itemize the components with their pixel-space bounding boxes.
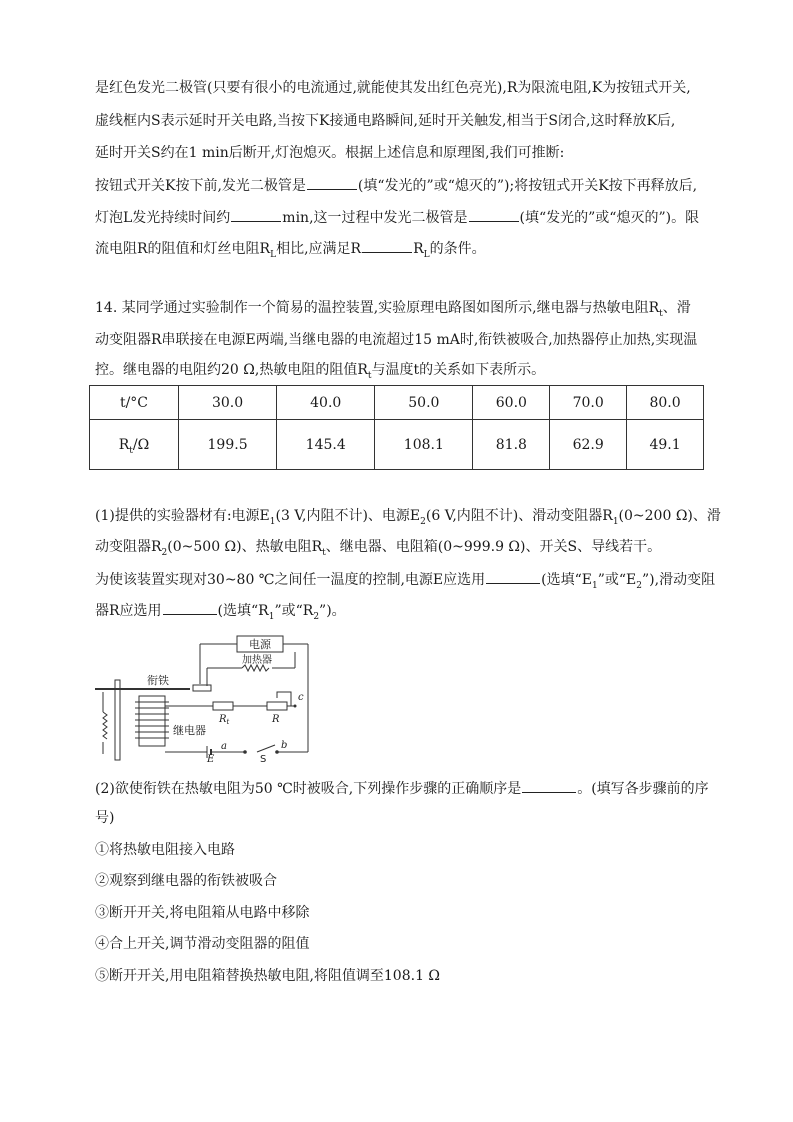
rt-label [218,714,230,726]
text: 14. 某同学通过实验制作一个简易的温控装置,实验原理电路图如图所示,继电器与热敏电阻R [95,300,660,316]
table-cell [90,420,179,470]
text: 动变阻器R [95,539,162,555]
rheostat-slider [277,692,291,706]
subscript: 2 [420,516,426,527]
q14-line-2 [95,330,697,350]
subscript: 1 [269,516,276,527]
subscript: t [129,445,133,456]
support-post [115,680,120,760]
b-label: b [281,740,288,751]
q13-line-4 [95,175,697,196]
spring [103,712,107,739]
a-label: a [221,741,227,752]
table-cell: 62.9 [550,420,627,470]
q14-part1-line-2 [95,537,661,557]
step-4: ④合上开关,调节滑动变阻器的阻值 [95,936,310,952]
text: 。(填写各步骤前的序 [577,781,709,797]
text: 流电阻R的阻值和灯丝电阻R [95,241,271,257]
relay-label: 继电器 [173,724,206,737]
text: 控。继电器的电阻约20 Ω,热敏电阻的阻值R [95,362,368,378]
text: R [118,436,130,453]
armature-label: 衔铁 [147,674,169,687]
c-label: c [298,692,304,703]
text: 相比,应满足R [276,241,362,257]
q13-line-2 [95,111,675,131]
table-cell: 49.1 [627,420,704,470]
subscript: 2 [636,580,642,591]
subscript: t [226,718,230,726]
text: (2)欲使衔铁在热敏电阻为50 ℃时被吸合,下列操作步骤的正确顺序是 [95,781,522,797]
text: 灯泡L发光持续时间约 [95,210,231,226]
table-cell: 145.4 [277,420,375,470]
subscript: t [659,308,663,319]
answer-blank[interactable] [231,207,281,222]
table-cell: 70.0 [550,386,627,420]
table-cell: 60.0 [473,386,550,420]
text: 与温度t的关系如下表所示。 [371,362,546,378]
r-label: R [272,714,280,725]
s-label: S [260,754,267,762]
e-label: E [207,754,215,762]
q14-part2-line-1 [95,778,709,799]
subscript: t [367,370,372,381]
text: 的条件。 [429,241,486,257]
text: (填“发光的”或“熄灭的”);将按钮式开关K按下再释放后, [357,178,698,194]
subscript: t [322,547,326,558]
table-cell: t/°C [90,386,179,420]
text: 是红色发光二极管(只要有很小的电流通过,就能使其发出红色亮光),R为限流电阻,K为按钮式开关, [95,80,691,96]
text: (选填“E [541,572,592,588]
q14-line-1 [95,298,691,318]
switch-s [257,745,275,752]
table-cell: 108.1 [375,420,473,470]
rheostat-r [267,702,287,710]
contact-block [193,685,211,691]
table-cell: 30.0 [179,386,277,420]
step-5: ⑤断开开关,用电阻箱替换热敏电阻,将阻值调至108.1 Ω [95,968,441,984]
table-cell: 81.8 [473,420,550,470]
q13-line-3 [95,143,564,163]
text: 号) [95,810,115,826]
answer-blank[interactable] [362,238,412,253]
circuit-diagram [95,632,315,762]
q14-part1-line-4 [95,600,346,621]
text: (选填“R [217,603,269,619]
table-cell: 50.0 [375,386,473,420]
subscript: 1 [591,580,598,591]
text: 按钮式开关K按下前,发光二极管是 [95,178,306,194]
text: 虚线框内S表示延时开关电路,当按下K接通电路瞬间,延时开关触发,相当于S闭合,这时释放K后, [95,113,676,129]
power-label: 电源 [249,638,271,651]
relay-coil [135,702,169,738]
text: (0~200 Ω)、滑 [618,508,721,524]
step-3: ③断开开关,将电阻箱从电路中移除 [95,905,310,921]
text: 为使该装置实现对30~80 ℃之间任一温度的控制,电源E应选用 [95,572,486,588]
table-cell: 199.5 [179,420,277,470]
subscript: 2 [313,611,320,622]
text: ”)。 [319,603,346,619]
q14-line-3 [95,360,545,380]
text: (1)提供的实验器材有:电源E [95,508,270,524]
text: /Ω [132,436,150,453]
text: 动变阻器R串联接在电源E两端,当继电器的电流超过15 mA时,衔铁被吸合,加热器停止加热,实现温 [95,332,698,348]
answer-blank[interactable] [307,175,357,190]
text: 、滑 [662,300,691,316]
answer-blank[interactable] [163,600,217,615]
subscript: 1 [612,516,619,527]
text: 延时开关S约在1 min后断开,灯泡熄灭。根据上述信息和原理图,我们可推断: [95,145,565,161]
subscript: 1 [268,611,275,622]
subscript: L [270,249,277,260]
text: 、继电器、电阻箱(0~999.9 Ω)、开关S、导线若干。 [325,539,662,555]
answer-blank[interactable] [469,207,519,222]
q13-line-5 [95,207,699,228]
text: R [219,714,227,725]
table-cell: 40.0 [277,386,375,420]
table-cell: 80.0 [627,386,704,420]
q14-part2-line-2 [95,808,114,828]
text: min,这一过程中发光二极管是 [282,210,468,226]
step-2: ②观察到继电器的衔铁被吸合 [95,873,277,889]
text: (6 V,内阻不计)、滑动变阻器R [425,508,613,524]
q13-line-1 [95,78,691,98]
subscript: 2 [161,547,168,558]
text: ”),滑动变阻 [642,572,716,588]
answer-blank[interactable] [486,569,540,584]
text: R [413,241,424,257]
q14-part1-line-3 [95,569,715,590]
table-row [90,420,704,470]
text: 器R应选用 [95,603,162,619]
table-row [90,386,704,420]
text: (填“发光的”或“熄灭的”)。限 [519,210,700,226]
heater-label: 加热器 [242,655,272,666]
text: ”或“R [274,603,314,619]
subscript: L [423,249,430,260]
q13-line-6 [95,238,486,259]
text: (0~500 Ω)、热敏电阻R [167,539,323,555]
step-1: ①将热敏电阻接入电路 [95,842,235,858]
text: (3 V,内阻不计)、电源E [275,508,421,524]
answer-blank[interactable] [522,778,576,793]
resistance-temperature-table [89,385,704,470]
text: ”或“E [597,572,637,588]
q14-part1-line-1 [95,506,721,526]
thermistor-rt [213,702,233,710]
